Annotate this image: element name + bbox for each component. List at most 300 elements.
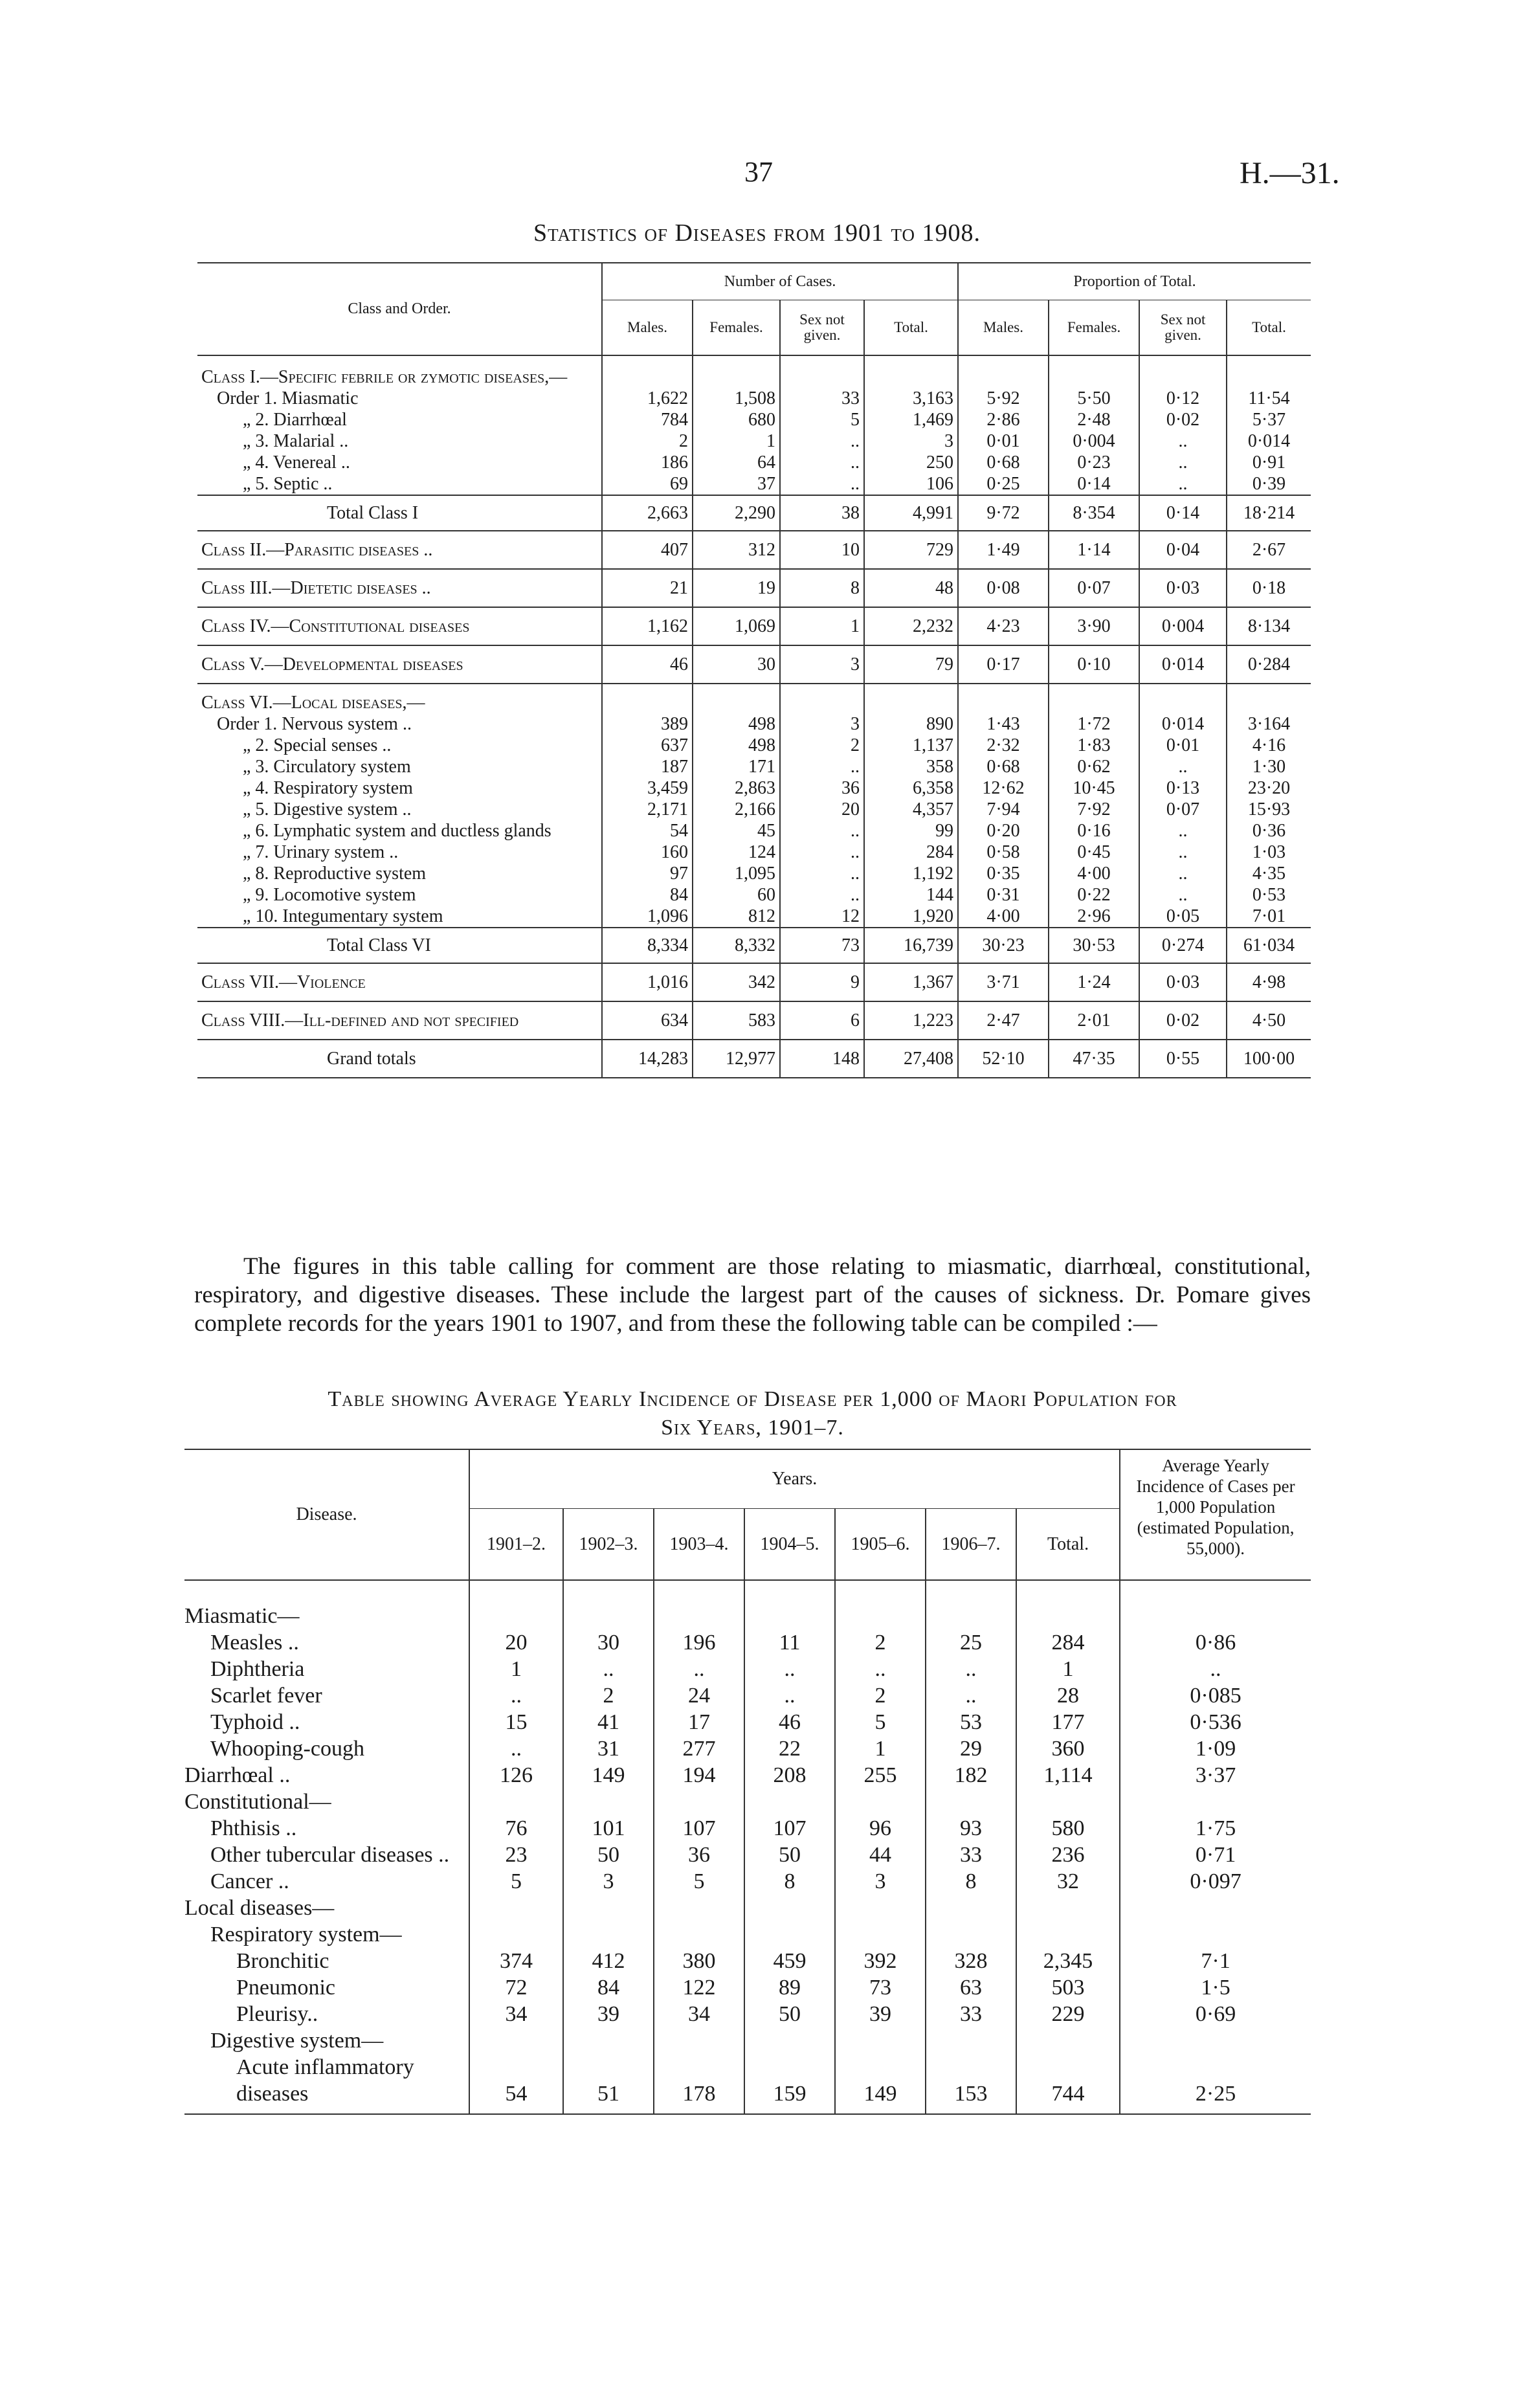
incidence-value: 23 [469, 1842, 563, 1868]
subheader-cell: Sex not given. [780, 300, 864, 356]
value-cell: 2,166 [693, 799, 780, 820]
row-label: Class VII.—Violence [197, 963, 602, 1001]
incidence-value [654, 1895, 744, 1921]
incidence-value [654, 1603, 744, 1629]
header-class-order: Class and Order. [197, 263, 602, 355]
value-cell: 634 [602, 1001, 693, 1040]
data-row [197, 799, 1311, 820]
value-cell: 498 [693, 735, 780, 756]
disease-label: Pneumonic [236, 1976, 335, 2000]
value-cell: 160 [602, 842, 693, 863]
incidence-value [926, 1921, 1016, 1948]
incidence-value: 39 [835, 2001, 926, 2027]
value-cell: 1·83 [1049, 735, 1139, 756]
value-cell: 69 [602, 473, 693, 495]
data-row [197, 842, 1311, 863]
commentary-paragraph: The figures in this table calling for comment are those relating to miasmatic, diarrhœal, constitutional, respiratory, and digestive diseases. These include the largest part of the causes of sickness. Dr. Pomare gives complete records for the years 1901 to 1907, and from these the following table can be compiled :— [194, 1253, 1311, 1337]
disease-label: Typhoid .. [210, 1710, 300, 1734]
incidence-value: 178 [654, 2054, 744, 2107]
value-cell: 9·72 [958, 495, 1049, 531]
value-cell: 0·004 [1139, 607, 1227, 645]
incidence-value: 41 [563, 1709, 654, 1735]
value-cell: 46 [602, 645, 693, 684]
value-cell: 637 [602, 735, 693, 756]
value-cell: 73 [780, 928, 864, 963]
data-row [197, 473, 1311, 495]
spacer-cell [835, 1580, 926, 1603]
value-cell: 358 [864, 756, 958, 777]
incidence-row [184, 1868, 1311, 1895]
incidence-value: 84 [563, 1974, 654, 2001]
value-cell: 1 [780, 607, 864, 645]
incidence-value: 236 [1016, 1842, 1120, 1868]
value-cell: 2·86 [958, 409, 1049, 430]
incidence-value: 11 [744, 1629, 835, 1656]
value-cell: 1·14 [1049, 531, 1139, 569]
incidence-value: 126 [469, 1762, 563, 1789]
incidence-value: 255 [835, 1762, 926, 1789]
year-header-cell: 1905–6. [835, 1509, 926, 1580]
incidence-value: 25 [926, 1629, 1016, 1656]
value-cell: 0·07 [1049, 569, 1139, 607]
incidence-value: 503 [1016, 1974, 1120, 2001]
incidence-value [1016, 1921, 1120, 1948]
value-cell: 23·20 [1227, 777, 1311, 799]
value-cell: 0·284 [1227, 645, 1311, 684]
incidence-value: .. [926, 1682, 1016, 1709]
empty-cell [1139, 684, 1227, 713]
row-label: „ 4. Venereal .. [243, 452, 350, 473]
incidence-value: .. [926, 1656, 1016, 1682]
value-cell: .. [780, 756, 864, 777]
incidence-value: 360 [1016, 1735, 1120, 1762]
value-cell: 0·25 [958, 473, 1049, 495]
value-cell: 0·20 [958, 820, 1049, 842]
incidence-value: 1·75 [1120, 1815, 1311, 1842]
incidence-row [184, 1735, 1311, 1762]
incidence-value: 159 [744, 2054, 835, 2107]
value-cell: .. [780, 884, 864, 906]
incidence-value: 34 [469, 2001, 563, 2027]
row-label: „ 3. Circulatory system [243, 757, 411, 777]
empty-cell [780, 684, 864, 713]
year-header-cell: 1903–4. [654, 1509, 744, 1580]
value-cell: 10 [780, 531, 864, 569]
value-cell: 0·23 [1049, 452, 1139, 473]
incidence-value: 30 [563, 1629, 654, 1656]
value-cell: 1,469 [864, 409, 958, 430]
incidence-row [184, 1842, 1311, 1868]
incidence-value: 54 [469, 2054, 563, 2107]
incidence-value [926, 1789, 1016, 1815]
row-label: „ 3. Malarial .. [243, 431, 349, 451]
value-cell: 9 [780, 963, 864, 1001]
value-cell: 0·274 [1139, 928, 1227, 963]
value-cell: 2·47 [958, 1001, 1049, 1040]
table1-header-row [197, 263, 1311, 300]
incidence-value: 46 [744, 1709, 835, 1735]
incidence-value: 33 [926, 1842, 1016, 1868]
row-label: „ 9. Locomotive system [243, 885, 416, 905]
subheader-cell: Females. [693, 300, 780, 356]
value-cell: 1·30 [1227, 756, 1311, 777]
value-cell: 729 [864, 531, 958, 569]
value-cell: 0·31 [958, 884, 1049, 906]
incidence-value: 32 [1016, 1868, 1120, 1895]
subheader-cell: Sex not given. [1139, 300, 1227, 356]
value-cell: .. [780, 842, 864, 863]
value-cell: 1,367 [864, 963, 958, 1001]
year-header-cell: Total. [1016, 1509, 1120, 1580]
incidence-row [184, 2027, 1311, 2054]
row-label: Total Class I [197, 495, 602, 531]
incidence-value: 53 [926, 1709, 1016, 1735]
value-cell: 3,459 [602, 777, 693, 799]
value-cell: 18·214 [1227, 495, 1311, 531]
disease-label: Constitutional— [184, 1790, 331, 1814]
empty-cell [958, 355, 1049, 388]
spacer-row [184, 1580, 1311, 1603]
incidence-value [835, 2027, 926, 2054]
incidence-value: 20 [469, 1629, 563, 1656]
data-row [197, 388, 1311, 409]
value-cell: 0·01 [958, 430, 1049, 452]
value-cell: 0·01 [1139, 735, 1227, 756]
row-label: Order 1. Miasmatic [217, 388, 359, 408]
value-cell: 8·354 [1049, 495, 1139, 531]
value-cell: 36 [780, 777, 864, 799]
incidence-value: .. [469, 1735, 563, 1762]
incidence-value [563, 1789, 654, 1815]
row-label: Class VIII.—Ill-defined and not specified [197, 1001, 602, 1040]
incidence-value [744, 1921, 835, 1948]
incidence-value: 1·5 [1120, 1974, 1311, 2001]
value-cell: 342 [693, 963, 780, 1001]
value-cell: 19 [693, 569, 780, 607]
subheader-cell: Males. [958, 300, 1049, 356]
value-cell: .. [780, 473, 864, 495]
value-cell: 12,977 [693, 1040, 780, 1078]
disease-label: Respiratory system— [210, 1923, 402, 1946]
value-cell: 4,991 [864, 495, 958, 531]
value-cell: 0·014 [1139, 645, 1227, 684]
row-label: „ 6. Lymphatic system and ductless glands [243, 821, 551, 841]
empty-cell [1227, 355, 1311, 388]
value-cell: 5·92 [958, 388, 1049, 409]
incidence-value [654, 1789, 744, 1815]
incidence-value: 3 [563, 1868, 654, 1895]
incidence-value: 107 [654, 1815, 744, 1842]
incidence-row [184, 2054, 1311, 2107]
row-label: Class IV.—Constitutional diseases [197, 607, 602, 645]
value-cell: 1,016 [602, 963, 693, 1001]
value-cell: 37 [693, 473, 780, 495]
row-label: Order 1. Nervous system .. [217, 714, 412, 734]
value-cell: 680 [693, 409, 780, 430]
incidence-row [184, 1603, 1311, 1629]
value-cell: 20 [780, 799, 864, 820]
incidence-value: 89 [744, 1974, 835, 2001]
disease-label: Digestive system— [210, 2029, 384, 2053]
incidence-value: 149 [563, 1762, 654, 1789]
year-header-cell: 1906–7. [926, 1509, 1016, 1580]
value-cell: .. [1139, 756, 1227, 777]
subheader-cell: Females. [1049, 300, 1139, 356]
year-header-cell: 1904–5. [744, 1509, 835, 1580]
value-cell: 5·37 [1227, 409, 1311, 430]
value-cell: 45 [693, 820, 780, 842]
class1-heading-row [197, 355, 1311, 388]
incidence-value: 72 [469, 1974, 563, 2001]
incidence-value: 15 [469, 1709, 563, 1735]
value-cell: 0·58 [958, 842, 1049, 863]
value-cell: 3 [864, 430, 958, 452]
incidence-value [1016, 1895, 1120, 1921]
incidence-value: 459 [744, 1948, 835, 1974]
value-cell: 0·14 [1049, 473, 1139, 495]
table2-title-line1: Table showing Average Yearly Incidence of Disease per 1,000 of Maori Population for [328, 1387, 1177, 1411]
value-cell: 4·00 [1049, 863, 1139, 884]
rule-cell [1120, 2107, 1311, 2114]
incidence-value [1016, 1789, 1120, 1815]
row-label: „ 2. Special senses .. [243, 735, 392, 755]
incidence-value: 1 [469, 1656, 563, 1682]
value-cell: 1,223 [864, 1001, 958, 1040]
incidence-value: 31 [563, 1735, 654, 1762]
value-cell: 0·18 [1227, 569, 1311, 607]
incidence-value: .. [1120, 1656, 1311, 1682]
value-cell: 1·49 [958, 531, 1049, 569]
row-label: „ 2. Diarrhœal [243, 410, 347, 430]
value-cell: 0·45 [1049, 842, 1139, 863]
incidence-value [835, 1603, 926, 1629]
data-row [197, 735, 1311, 756]
incidence-value [835, 1921, 926, 1948]
incidence-value [835, 1895, 926, 1921]
value-cell: 100·00 [1227, 1040, 1311, 1078]
value-cell: 171 [693, 756, 780, 777]
incidence-value: 8 [926, 1868, 1016, 1895]
value-cell: 30·23 [958, 928, 1049, 963]
incidence-value [926, 1603, 1016, 1629]
value-cell: 48 [864, 569, 958, 607]
disease-label: Scarlet fever [210, 1684, 322, 1708]
value-cell: 12·62 [958, 777, 1049, 799]
incidence-row [184, 2001, 1311, 2027]
value-cell: 84 [602, 884, 693, 906]
incidence-value [469, 1789, 563, 1815]
value-cell: 2 [780, 735, 864, 756]
value-cell: 0·014 [1227, 430, 1311, 452]
disease-label: Bronchitic [236, 1949, 329, 1973]
value-cell: 3·71 [958, 963, 1049, 1001]
incidence-value: 28 [1016, 1682, 1120, 1709]
incidence-value: 0·097 [1120, 1868, 1311, 1895]
incidence-value: 3 [835, 1868, 926, 1895]
class-heading: Class I.—Specific febrile or zymotic diseases,— [197, 355, 602, 388]
value-cell: 1,508 [693, 388, 780, 409]
incidence-value: 153 [926, 2054, 1016, 2107]
value-cell: 4·98 [1227, 963, 1311, 1001]
row-label: Class III.—Dietetic diseases .. [197, 569, 602, 607]
subheader-cell: Total. [1227, 300, 1311, 356]
incidence-value: 0·536 [1120, 1709, 1311, 1735]
incidence-value: 328 [926, 1948, 1016, 1974]
table2-title [194, 1385, 1311, 1442]
empty-cell [780, 355, 864, 388]
value-cell: 0·39 [1227, 473, 1311, 495]
yearly-incidence-table [184, 1449, 1311, 2115]
spacer-cell [563, 1580, 654, 1603]
incidence-value: 744 [1016, 2054, 1120, 2107]
value-cell: 2,171 [602, 799, 693, 820]
value-cell: 60 [693, 884, 780, 906]
class8-row [197, 1001, 1311, 1040]
incidence-value: 1 [835, 1735, 926, 1762]
rule-cell [1016, 2107, 1120, 2114]
incidence-value [744, 1603, 835, 1629]
data-row [197, 452, 1311, 473]
value-cell: 1·03 [1227, 842, 1311, 863]
value-cell: 0·14 [1139, 495, 1227, 531]
disease-label: Measles .. [210, 1631, 299, 1655]
page-number: 37 [744, 156, 773, 188]
incidence-value: .. [469, 1682, 563, 1709]
disease-label: Other tubercular diseases .. [210, 1843, 450, 1867]
value-cell: .. [1139, 452, 1227, 473]
empty-cell [693, 355, 780, 388]
data-row [197, 906, 1311, 928]
value-cell: 0·004 [1049, 430, 1139, 452]
value-cell: 0·53 [1227, 884, 1311, 906]
value-cell: 2 [602, 430, 693, 452]
header-disease: Disease. [184, 1449, 469, 1580]
class-row [197, 645, 1311, 684]
data-row [197, 777, 1311, 799]
value-cell: 2·96 [1049, 906, 1139, 928]
value-cell: 4·50 [1227, 1001, 1311, 1040]
value-cell: 5·50 [1049, 388, 1139, 409]
rule-cell [184, 2107, 469, 2114]
spacer-cell [1016, 1580, 1120, 1603]
value-cell: 0·04 [1139, 531, 1227, 569]
subheader-cell: Total. [864, 300, 958, 356]
rule-cell [835, 2107, 926, 2114]
data-row [197, 863, 1311, 884]
value-cell: 784 [602, 409, 693, 430]
disease-label: Local diseases— [184, 1896, 335, 1920]
value-cell: 0·10 [1049, 645, 1139, 684]
incidence-value: 8 [744, 1868, 835, 1895]
incidence-value: 2,345 [1016, 1948, 1120, 1974]
rule-cell [563, 2107, 654, 2114]
value-cell: 3·90 [1049, 607, 1139, 645]
incidence-row [184, 1656, 1311, 1682]
year-header-cell: 1901–2. [469, 1509, 563, 1580]
value-cell: .. [1139, 430, 1227, 452]
incidence-value: .. [744, 1682, 835, 1709]
value-cell: 27,408 [864, 1040, 958, 1078]
value-cell: 33 [780, 388, 864, 409]
value-cell: 2·01 [1049, 1001, 1139, 1040]
rule-cell [469, 2107, 563, 2114]
incidence-value: .. [563, 1656, 654, 1682]
header-years: Years. [469, 1449, 1120, 1509]
value-cell: 97 [602, 863, 693, 884]
incidence-value: 2 [835, 1682, 926, 1709]
incidence-value: 374 [469, 1948, 563, 1974]
incidence-value: 0·71 [1120, 1842, 1311, 1868]
empty-cell [864, 355, 958, 388]
value-cell: 1,069 [693, 607, 780, 645]
incidence-value: 1·09 [1120, 1735, 1311, 1762]
value-cell: 1 [693, 430, 780, 452]
header-number-of-cases: Number of Cases. [602, 263, 958, 300]
value-cell: 3 [780, 645, 864, 684]
disease-label: Acute inflammatory diseases [236, 2055, 414, 2106]
incidence-value: 63 [926, 1974, 1016, 2001]
value-cell: .. [1139, 863, 1227, 884]
spacer-cell [926, 1580, 1016, 1603]
value-cell: 30 [693, 645, 780, 684]
incidence-value [1120, 2027, 1311, 2054]
incidence-value: 50 [744, 2001, 835, 2027]
value-cell: 10·45 [1049, 777, 1139, 799]
incidence-value [744, 2027, 835, 2054]
value-cell: 0·02 [1139, 1001, 1227, 1040]
value-cell: 144 [864, 884, 958, 906]
value-cell: 124 [693, 842, 780, 863]
value-cell: 99 [864, 820, 958, 842]
value-cell: 0·07 [1139, 799, 1227, 820]
value-cell: 2·48 [1049, 409, 1139, 430]
value-cell: .. [1139, 820, 1227, 842]
empty-cell [1227, 684, 1311, 713]
incidence-value: 107 [744, 1815, 835, 1842]
disease-label: Whooping-cough [210, 1737, 364, 1761]
value-cell: 64 [693, 452, 780, 473]
disease-label: Diphtheria [210, 1657, 305, 1681]
value-cell: 1,137 [864, 735, 958, 756]
value-cell: 8 [780, 569, 864, 607]
incidence-value [654, 1921, 744, 1948]
incidence-value [563, 1921, 654, 1948]
incidence-value: 392 [835, 1948, 926, 1974]
row-label: Class II.—Parasitic diseases .. [197, 531, 602, 569]
value-cell: 8·134 [1227, 607, 1311, 645]
row-label: „ 5. Digestive system .. [243, 799, 412, 819]
incidence-value: 284 [1016, 1629, 1120, 1656]
incidence-value: 17 [654, 1709, 744, 1735]
incidence-value: 101 [563, 1815, 654, 1842]
incidence-value [469, 1895, 563, 1921]
value-cell: 79 [864, 645, 958, 684]
value-cell: 54 [602, 820, 693, 842]
data-row [197, 884, 1311, 906]
value-cell: 6,358 [864, 777, 958, 799]
empty-cell [958, 684, 1049, 713]
value-cell: 2·32 [958, 735, 1049, 756]
incidence-value: 50 [744, 1842, 835, 1868]
header-average-incidence: Average Yearly Incidence of Cases per 1,000 Population (estimated Population, 55,000). [1120, 1449, 1311, 1580]
row-label: Grand totals [197, 1040, 602, 1078]
class7-row [197, 963, 1311, 1001]
incidence-value: 33 [926, 2001, 1016, 2027]
incidence-value: 7·1 [1120, 1948, 1311, 1974]
value-cell: 1·43 [958, 713, 1049, 735]
incidence-value: 0·085 [1120, 1682, 1311, 1709]
empty-cell [1049, 684, 1139, 713]
